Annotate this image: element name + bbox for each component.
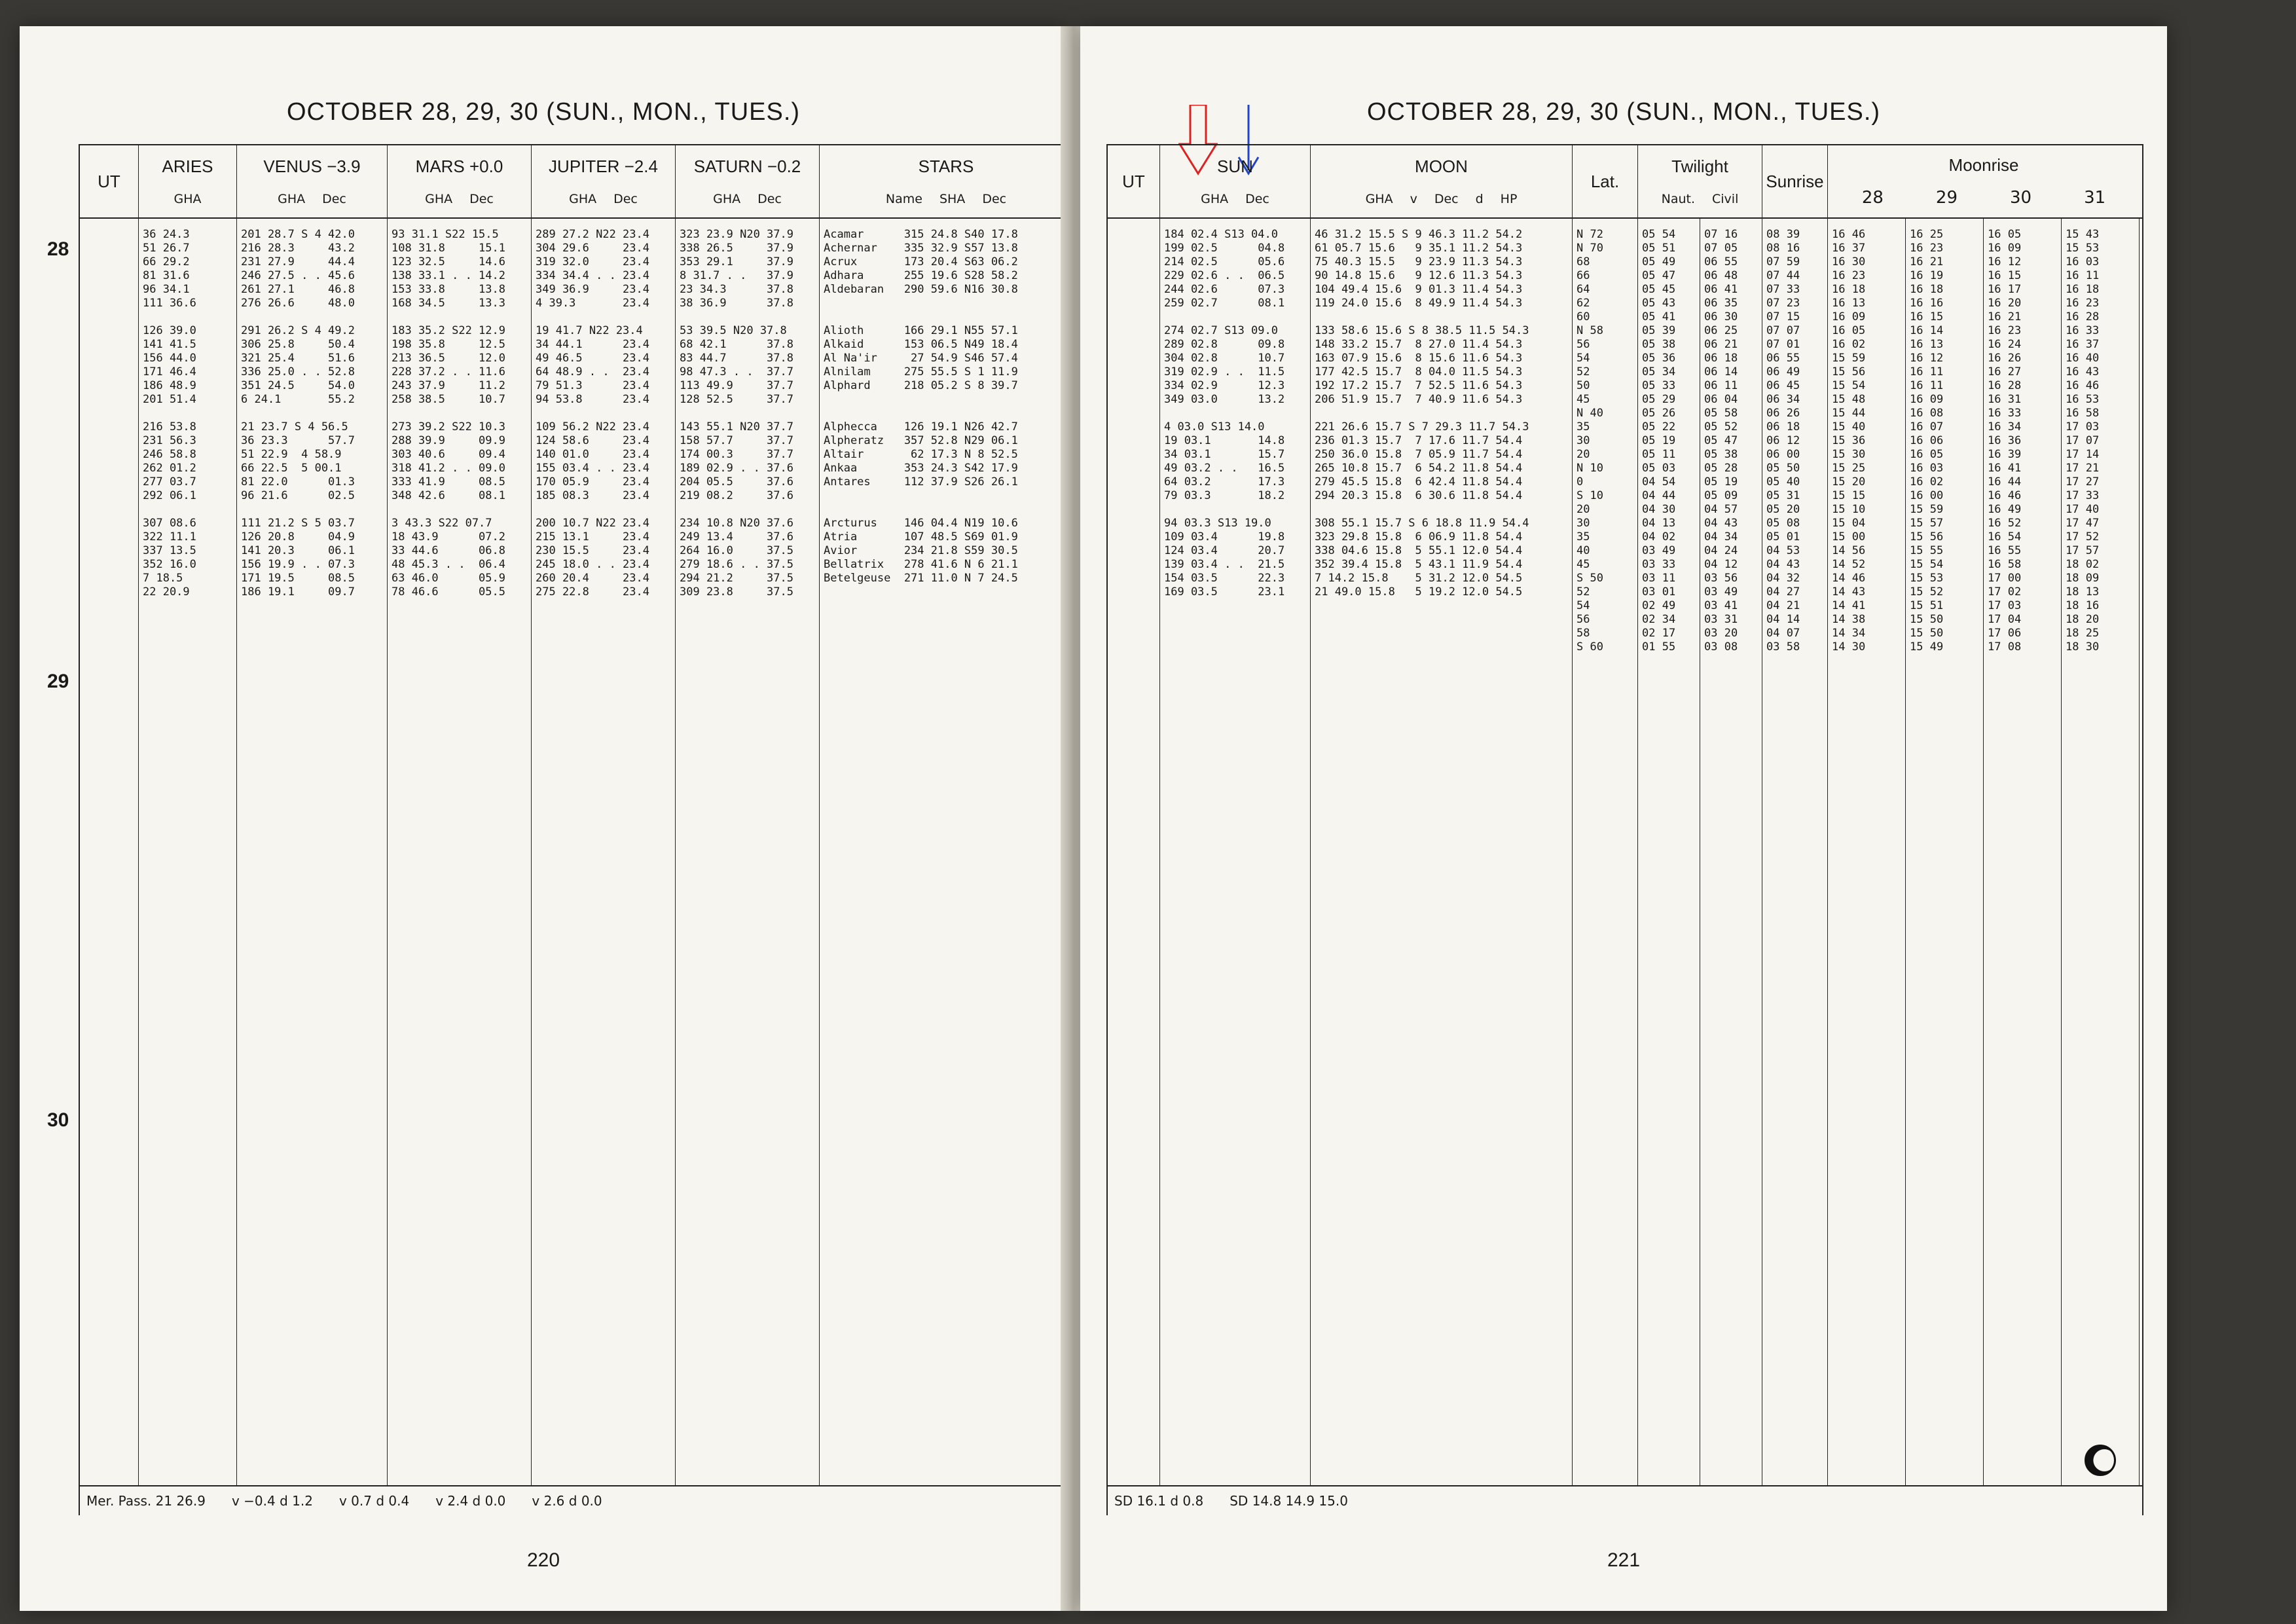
aries-label: ARIES: [162, 157, 213, 177]
mer-pass-row: [80, 1485, 1067, 1515]
gha-label: GHA: [173, 191, 202, 206]
dec-label: Dec: [982, 191, 1007, 206]
dec-label: Dec: [1245, 191, 1269, 206]
lat-header: [1573, 145, 1638, 217]
gha-label: GHA: [278, 191, 306, 206]
mars-column: 93 31.1 S22 15.5 108 31.8 15.1 123 32.5 14.6 138 33.1 . . 14.2 153 33.8 13.8 168 34.5 13.3 183 35.2 S22 12.9 198 35.8 12.5 213 36.5 12.0 228 37.2 . . 11.6 243 37.9 11.2 258 38.5 10.7 273 39.2 S22 10.3 288 39.9 09.9 303 40.6 09.4 318 41.2 . . 09.0 333 41.9 08.5 348 42.6 08.1 3 43.3 S22 07.7 18 43.9 07.2 33 44.6 06.8 48 45.3 . . 06.4 63 46.0 05.9 78 46.6 05.5: [388, 219, 532, 1515]
day-number: 29: [47, 671, 69, 692]
table-header-row: [80, 145, 1067, 219]
planets-table: [47, 144, 1067, 1515]
day-30-label: 30: [2010, 187, 2032, 208]
moonrise-28-column: 16 46 16 37 16 30 16 23 16 18 16 13 16 09 16 05 16 02 15 59 15 56 15 54 15 48 15 44 15 40 15 36 15 30 15 25 15 20 15 15 15 10 15 04 15 00 14 56 14 52 14 46 14 43 14 41 14 38 14 34 14 30: [1828, 219, 1906, 1515]
mars-label: MARS +0.0: [415, 157, 503, 177]
ut-header: [80, 145, 139, 217]
moon-phase-icon: [2085, 1445, 2116, 1476]
moon-header: [1311, 145, 1573, 217]
lat-label: Lat.: [1590, 171, 1620, 191]
venus-column: 201 28.7 S 4 42.0 216 28.3 43.2 231 27.9 44.4 246 27.5 . . 45.6 261 27.1 46.8 276 26.6 48.0 291 26.2 S 4 49.2 306 25.8 50.4 321 25.4 51.6 336 25.0 . . 52.8 351 24.5 54.0 6 24.1 55.2 21 23.7 S 4 56.5 36 23.3 57.7 51 22.9 4 58.9 66 22.5 5 00.1 81 22.0 01.3 96 21.6 02.5 111 21.2 S 5 03.7 126 20.8 04.9 141 20.3 06.1 156 19.9 . . 07.3 171 19.5 08.5 186 19.1 09.7: [237, 219, 388, 1515]
aries-header: [139, 145, 237, 217]
day-number: 28: [47, 238, 69, 260]
gha-label: GHA: [1365, 191, 1393, 206]
dec-label: Dec: [757, 191, 782, 206]
sunrise-column: 08 39 08 16 07 59 07 44 07 33 07 23 07 15 07 07 07 01 06 55 06 49 06 45 06 34 06 26 06 18 06 12 06 00 05 50 05 40 05 31 05 20 05 08 05 01 04 53 04 43 04 32 04 27 04 21 04 14 04 07 03 58: [1762, 219, 1828, 1515]
naut-column: 05 54 05 51 05 49 05 47 05 45 05 43 05 41 05 39 05 38 05 36 05 34 05 33 05 29 05 26 05 22 05 19 05 11 05 03 04 54 04 44 04 30 04 13 04 02 03 49 03 33 03 11 03 01 02 49 02 34 02 17 01 55: [1638, 219, 1700, 1515]
twilight-header: [1638, 145, 1762, 217]
twilight-label: Twilight: [1671, 157, 1728, 177]
jupiter-column: 289 27.2 N22 23.4 304 29.6 23.4 319 32.0 23.4 334 34.4 . . 23.4 349 36.9 23.4 4 39.3 23.4 19 41.7 N22 23.4 34 44.1 23.4 49 46.5 23.4 64 48.9 . . 23.4 79 51.3 23.4 94 53.8 23.4 109 56.2 N22 23.4 124 58.6 23.4 140 01.0 23.4 155 03.4 . . 23.4 170 05.9 23.4 185 08.3 23.4 200 10.7 N22 23.4 215 13.1 23.4 230 15.5 23.4 245 18.0 . . 23.4 260 20.4 23.4 275 22.8 23.4: [532, 219, 676, 1515]
table-body: [1108, 219, 2142, 1515]
dec-label: Dec: [613, 191, 638, 206]
moon-label: MOON: [1415, 157, 1468, 177]
jupiter-v-d: v 2.4 d 0.0: [435, 1493, 506, 1509]
sunrise-header: [1762, 145, 1828, 217]
saturn-v-d: v 2.6 d 0.0: [532, 1493, 602, 1509]
moonrise-header: [1828, 145, 2140, 217]
day-28-label: 28: [1861, 187, 1884, 208]
sun-moon-table: [1106, 144, 2143, 1515]
right-page: [1080, 26, 2167, 1611]
stars-header: [820, 145, 1067, 217]
moon-column: 46 31.2 15.5 S 9 46.3 11.2 54.2 61 05.7 15.6 9 35.1 11.2 54.3 75 40.3 15.5 9 23.9 11.3 54.3 90 14.8 15.6 9 12.6 11.3 54.3 104 49.4 15.6 9 01.3 11.4 54.3 119 24.0 15.6 8 49.9 11.4 54.3 133 58.6 15.6 S 8 38.5 11.5 54.3 148 33.2 15.7 8 27.0 11.4 54.3 163 07.9 15.6 8 15.6 11.6 54.3 177 42.5 15.7 8 04.0 11.5 54.3 192 17.2 15.7 7 52.5 11.6 54.3 206 51.9 15.7 7 40.9 11.6 54.3 221 26.6 15.7 S 7 29.3 11.7 54.3 236 01.3 15.7 7 17.6 11.7 54.4 250 36.0 15.8 7 05.9 11.7 54.4 265 10.8 15.7 6 54.2 11.8 54.4 279 45.5 15.8 6 42.4 11.8 54.4 294 20.3 15.8 6 30.6 11.8 54.4 308 55.1 15.7 S 6 18.8 11.9 54.4 323 29.8 15.8 6 06.9 11.8 54.4 338 04.6 15.8 5 55.1 12.0 54.4 352 39.4 15.8 5 43.1 11.9 54.4 7 14.2 15.8 5 31.2 12.0 54.5 21 49.0 15.8 5 19.2 12.0 54.5: [1311, 219, 1573, 1515]
table-header-row: [1108, 145, 2142, 219]
saturn-header: [676, 145, 820, 217]
mars-header: [388, 145, 532, 217]
d-label: d: [1475, 191, 1484, 206]
saturn-label: SATURN −0.2: [693, 157, 801, 177]
mer-pass-aries: Mer. Pass. 21 26.9: [86, 1493, 206, 1509]
page-title: OCTOBER 28, 29, 30 (SUN., MON., TUES.): [286, 98, 801, 126]
civil-label: Civil: [1712, 191, 1739, 206]
sunrise-label: Sunrise: [1766, 171, 1824, 191]
jupiter-header: [532, 145, 676, 217]
moonrise-label: Moonrise: [1948, 155, 2019, 175]
page-number: 221: [1607, 1549, 1641, 1571]
sun-sd: SD 16.1 d 0.8: [1114, 1493, 1204, 1509]
moonrise-29-column: 16 25 16 23 16 21 16 19 16 18 16 16 16 15 16 14 16 13 16 12 16 11 16 11 16 09 16 08 16 07 16 06 16 05 16 03 16 02 16 00 15 59 15 57 15 56 15 55 15 54 15 53 15 52 15 51 15 50 15 50 15 49: [1906, 219, 1984, 1515]
day-number: 30: [47, 1109, 69, 1131]
sun-column: 184 02.4 S13 04.0 199 02.5 04.8 214 02.5 05.6 229 02.6 . . 06.5 244 02.6 07.3 259 02.7 08.1 274 02.7 S13 09.0 289 02.8 09.8 304 02.8 10.7 319 02.9 . . 11.5 334 02.9 12.3 349 03.0 13.2 4 03.0 S13 14.0 19 03.1 14.8 34 03.1 15.7 49 03.2 . . 16.5 64 03.2 17.3 79 03.3 18.2 94 03.3 S13 19.0 109 03.4 19.8 124 03.4 20.7 139 03.4 . . 21.5 154 03.5 22.3 169 03.5 23.1: [1160, 219, 1311, 1515]
sd-row: [1108, 1485, 2142, 1515]
dec-label: Dec: [1434, 191, 1459, 206]
venus-header: [237, 145, 388, 217]
venus-v-d: v −0.4 d 1.2: [231, 1493, 313, 1509]
dec-label: Dec: [322, 191, 346, 206]
name-label: Name: [885, 191, 922, 206]
v-label: v: [1410, 191, 1417, 206]
sun-header: [1160, 145, 1311, 217]
saturn-column: 323 23.9 N20 37.9 338 26.5 37.9 353 29.1 37.9 8 31.7 . . 37.9 23 34.3 37.8 38 36.9 37.8 53 39.5 N20 37.8 68 42.1 37.8 83 44.7 37.8 98 47.3 . . 37.7 113 49.9 37.7 128 52.5 37.7 143 55.1 N20 37.7 158 57.7 37.7 174 00.3 37.7 189 02.9 . . 37.6 204 05.5 37.6 219 08.2 37.6 234 10.8 N20 37.6 249 13.4 37.6 264 16.0 37.5 279 18.6 . . 37.5 294 21.2 37.5 309 23.8 37.5: [676, 219, 820, 1515]
mars-v-d: v 0.7 d 0.4: [338, 1493, 410, 1509]
ut-label: UT: [1122, 171, 1145, 191]
ut-label: UT: [98, 171, 120, 191]
moon-sd: SD 14.8 14.9 15.0: [1230, 1493, 1348, 1509]
page-title: OCTOBER 28, 29, 30 (SUN., MON., TUES.): [1366, 98, 1881, 126]
sun-label: SUN: [1217, 157, 1253, 177]
ut-column: [1108, 219, 1160, 1515]
jupiter-label: JUPITER −2.4: [549, 157, 658, 177]
gha-label: GHA: [1201, 191, 1229, 206]
dec-label: Dec: [469, 191, 494, 206]
gha-label: GHA: [713, 191, 741, 206]
moonrise-31-column: 15 43 15 53 16 03 16 11 16 18 16 23 16 28 16 33 16 37 16 40 16 43 16 46 16 53 16 58 17 03 17 07 17 14 17 21 17 27 17 33 17 40 17 47 17 52 17 57 18 02 18 09 18 13 18 16 18 20 18 25 18 30: [2062, 219, 2140, 1515]
aries-column: 36 24.3 51 26.7 66 29.2 81 31.6 96 34.1 111 36.6 126 39.0 141 41.5 156 44.0 171 46.4 186 48.9 201 51.4 216 53.8 231 56.3 246 58.8 262 01.2 277 03.7 292 06.1 307 08.6 322 11.1 337 13.5 352 16.0 7 18.5 22 20.9: [139, 219, 237, 1515]
left-page: [20, 26, 1067, 1611]
civil-column: 07 16 07 05 06 55 06 48 06 41 06 35 06 30 06 25 06 21 06 18 06 14 06 11 06 04 05 58 05 52 05 47 05 38 05 28 05 19 05 09 04 57 04 43 04 34 04 24 04 12 03 56 03 49 03 41 03 31 03 20 03 08: [1700, 219, 1762, 1515]
stars-column: Acamar 315 24.8 S40 17.8 Achernar 335 32.9 S57 13.8 Acrux 173 20.4 S63 06.2 Adhara 255 19.6 S28 58.2 Aldebaran 290 59.6 N16 30.8 Alioth 166 29.1 N55 57.1 Alkaid 153 06.5 N49 18.4 Al Na'ir 27 54.9 S46 57.4 Alnilam 275 55.5 S 1 11.9 Alphard 218 05.2 S 8 39.7 Alphecca 126 19.1 N26 42.7 Alpheratz 357 52.8 N29 06.1 Altair 62 17.3 N 8 52.5 Ankaa 353 24.3 S42 17.9 Antares 112 37.9 S26 26.1 Arcturus 146 04.4 N19 10.6 Atria 107 48.5 S69 01.9 Avior 234 21.8 S59 30.5 Bellatrix 278 41.6 N 6 21.1 Betelgeuse 271 11.0 N 7 24.5: [820, 219, 1067, 1515]
gha-label: GHA: [425, 191, 453, 206]
page-number: 220: [526, 1549, 560, 1571]
moonrise-30-column: 16 05 16 09 16 12 16 15 16 17 16 20 16 21 16 23 16 24 16 26 16 27 16 28 16 31 16 33 16 34 16 36 16 39 16 41 16 44 16 46 16 49 16 52 16 54 16 55 16 58 17 00 17 02 17 03 17 04 17 06 17 08: [1984, 219, 2062, 1515]
table-body: [47, 219, 1067, 1515]
venus-label: VENUS −3.9: [263, 157, 361, 177]
sha-label: SHA: [939, 191, 966, 206]
day-29-label: 29: [1935, 187, 1958, 208]
hp-label: HP: [1500, 191, 1518, 206]
gha-label: GHA: [569, 191, 597, 206]
stars-label: STARS: [918, 157, 974, 177]
ut-column: [80, 219, 139, 1515]
lat-column: N 72 N 70 68 66 64 62 60 N 58 56 54 52 50 45 N 40 35 30 20 N 10 0 S 10 20 30 35 40 45 S 50 52 54 56 58 S 60: [1573, 219, 1638, 1515]
naut-label: Naut.: [1661, 191, 1696, 206]
day-31-label: 31: [2084, 187, 2106, 208]
ut-header: [1108, 145, 1160, 217]
